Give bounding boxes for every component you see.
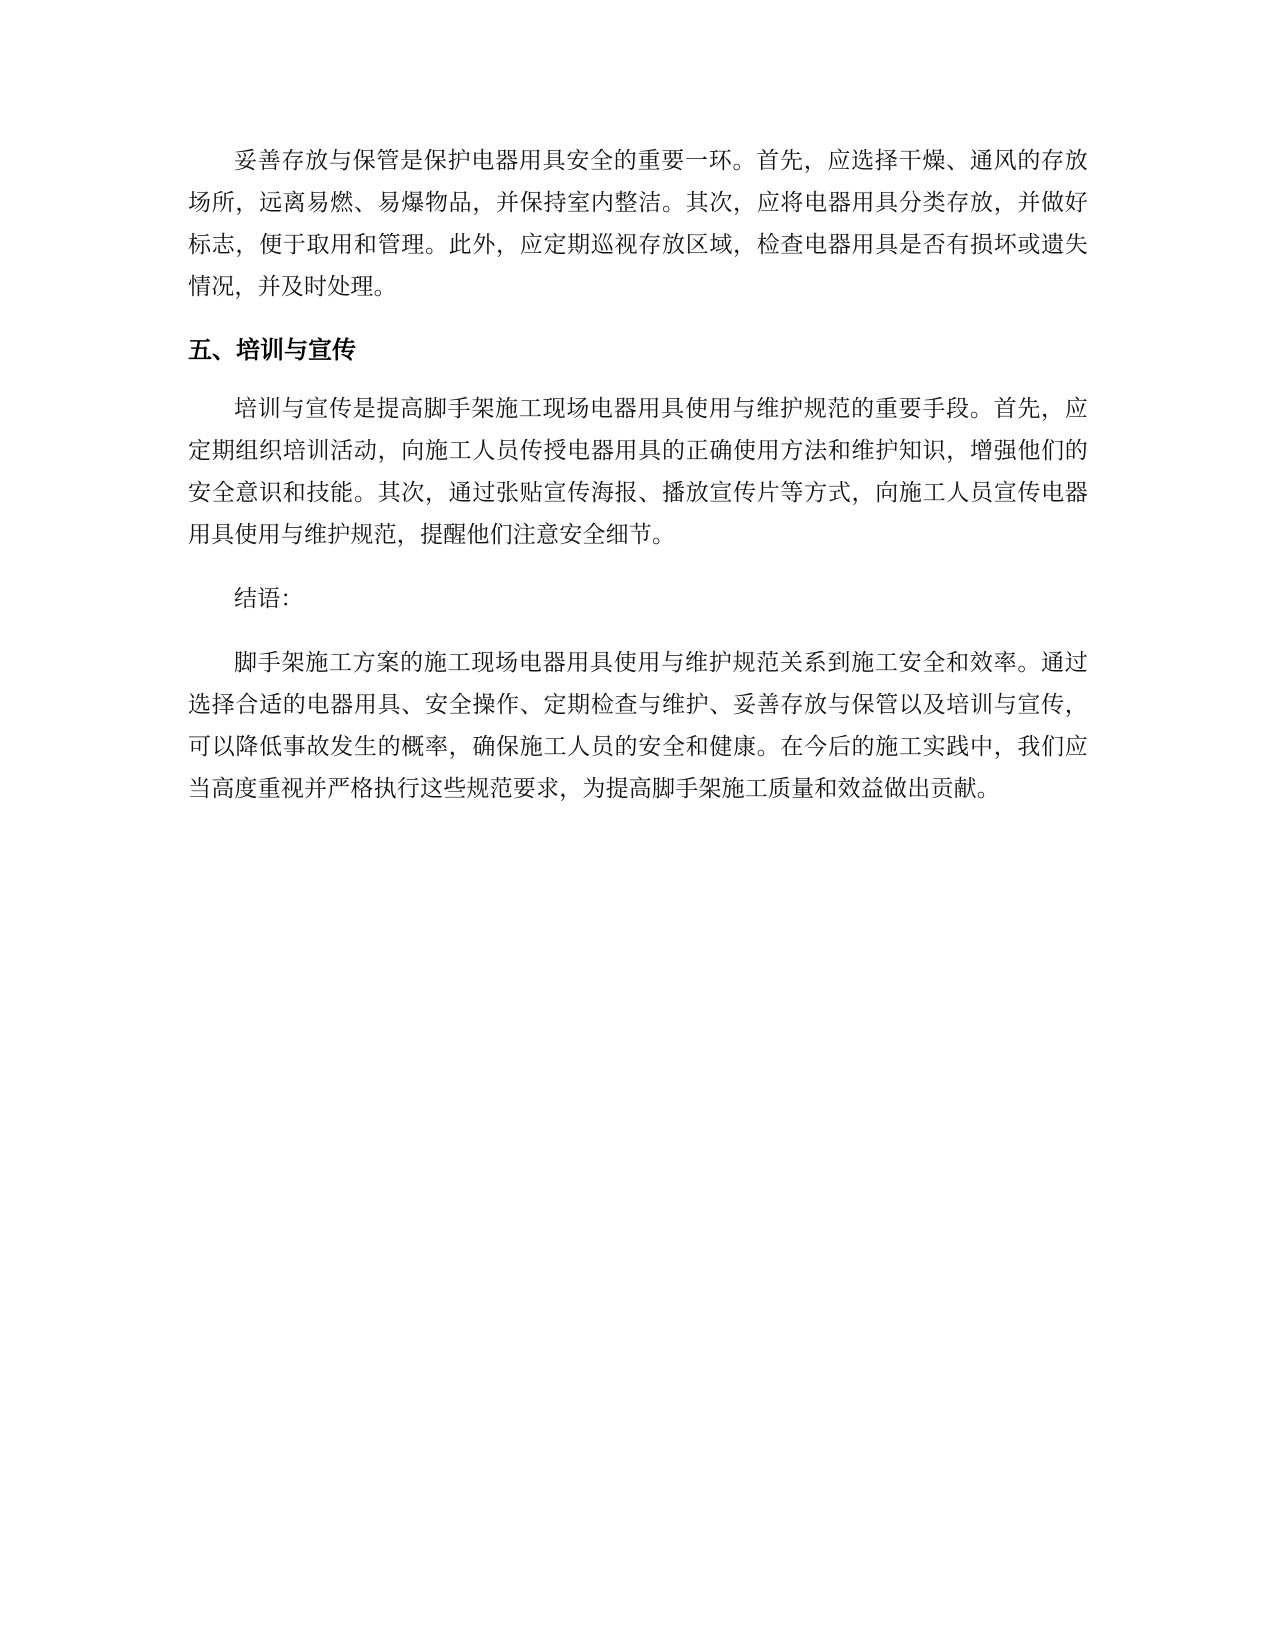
paragraph-storage: 妥善存放与保管是保护电器用具安全的重要一环。首先，应选择干燥、通风的存放场所，远离易燃、易爆物品，并保持室内整洁。其次，应将电器用具分类存放，并做好标志，便于取用和管理。此外，应定期巡视存放区域，检查电器用具是否有损坏或遗失情况，并及时处理。 xyxy=(188,148,1088,300)
paragraph-training: 培训与宣传是提高脚手架施工现场电器用具使用与维护规范的重要手段。首先，应定期组织培训活动，向施工人员传授电器用具的正确使用方法和维护知识，增强他们的安全意识和技能。其次，通过张贴宣传海报、播放宣传片等方式，向施工人员宣传电器用具使用与维护规范，提醒他们注意安全细节。 xyxy=(188,396,1088,548)
conclusion-label: 结语： xyxy=(234,586,304,612)
paragraph-conclusion: 脚手架施工方案的施工现场电器用具使用与维护规范关系到施工安全和效率。通过选择合适的电器用具、安全操作、定期检查与维护、妥善存放与保管以及培训与宣传，可以降低事故发生的概率，确保施工人员的安全和健康。在今后的施工实践中，我们应当高度重视并严格执行这些规范要求，为提高脚手架施工质量和效益做出贡献。 xyxy=(188,650,1088,802)
section-heading-training: 五、培训与宣传 xyxy=(188,336,356,364)
document-body xyxy=(188,140,1088,810)
